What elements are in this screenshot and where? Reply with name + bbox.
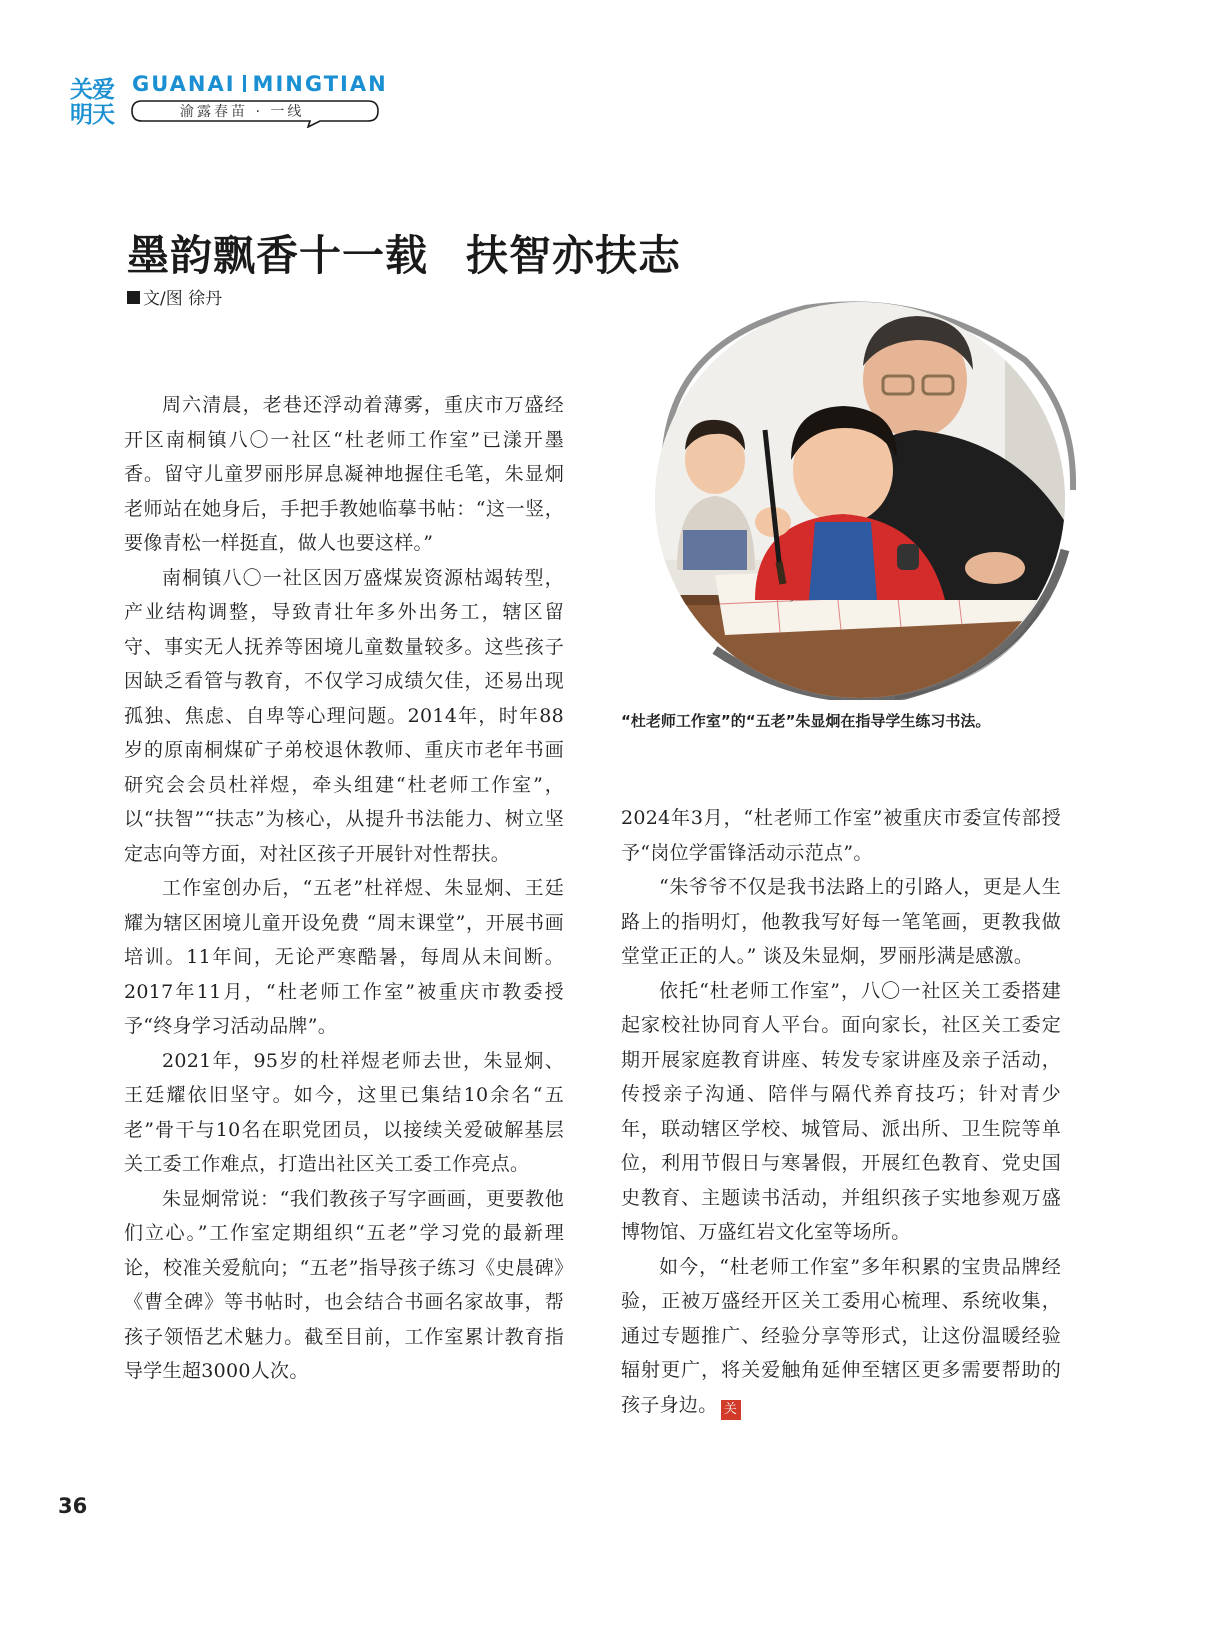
paragraph: 周六清晨，老巷还浮动着薄雾，重庆市万盛经开区南桐镇八〇一社区“杜老师工作室”已漾开墨香。留守儿童罗丽彤屏息凝神地握住毛笔，朱显炯老师站在她身后，手把手教她临摹书帖：“这一竖，要像青松一样挺直，做人也要这样。” — [124, 394, 564, 554]
title-part-1: 墨韵飘香十一载 — [127, 231, 429, 280]
photo-caption: “杜老师工作室”的“五老”朱显炯在指导学生练习书法。 — [621, 712, 991, 730]
column-tag-label: 渝露春苗 · 一线 — [180, 104, 305, 120]
square-bullet-icon — [127, 291, 140, 304]
paragraph-continuation: 2024年3月，“杜老师工作室”被重庆市委宣传部授予“岗位学雷锋活动示范点”。 — [621, 807, 1061, 864]
logo-separator — [243, 75, 246, 92]
column-tag — [130, 100, 390, 122]
article-title — [127, 223, 681, 283]
paragraph: 依托“杜老师工作室”，八〇一社区关工委搭建起家校社协同育人平台。面向家长，社区关工委定期开展家庭教育讲座、转发专家讲座及亲子活动，传授亲子沟通、陪伴与隔代养育技巧；针对青少年，联动辖区学校、城管局、派出所、卫生院等单位，利用节假日与寒暑假，开展红色教育、党史国史教育、主题读书活动，并组织孩子实地参观万盛博物馆、万盛红岩文化室等场所。 — [621, 979, 1061, 1243]
paragraph-text: 如今，“杜老师工作室”多年积累的宝贵品牌经验，正被万盛经开区关工委用心梳理、系统收集，通过专题推广、经验分享等形式，让这份温暖经验辐射更广，将关爱触角延伸至辖区更多需要帮助的孩子身边。 — [621, 1255, 1061, 1416]
paragraph: 工作室创办后，“五老”杜祥煜、朱显炯、王廷耀为辖区困境儿童开设免费 “周末课堂”，开展书画培训。11年间，无论严寒酷暑，每周从未间断。2017年11月，“杜老师工作室”被重庆市教委授予“终身学习活动品牌”。 — [124, 877, 564, 1037]
logo-en-left: GUANAI — [132, 72, 236, 96]
paragraph: 朱显炯常说：“我们教孩子写字画画，更要教他们立心。”工作室定期组织“五老”学习党的最新理论，校准关爱航向；“五老”指导孩子练习《史晨碑》《曹全碑》等书帖时，也会结合书画名家故事，帮孩子领悟艺术魅力。截至目前，工作室累计教育指导学生超3000人次。 — [124, 1187, 564, 1382]
paragraph — [621, 1250, 1061, 1423]
page-number: 36 — [58, 1494, 88, 1518]
calligraphy-lesson-photo — [605, 300, 1105, 700]
right-column — [621, 801, 1061, 1422]
magazine-logo-english — [132, 72, 388, 96]
byline — [127, 284, 222, 309]
logo-en-right: MINGTIAN — [252, 72, 388, 96]
paragraph: 南桐镇八〇一社区因万盛煤炭资源枯竭转型，产业结构调整，导致青壮年多外出务工，辖区留守、事实无人抚养等困境儿童数量较多。这些孩子因缺乏看管与教育，不仅学习成绩欠佳，还易出现孤独、焦虑、自卑等心理问题。2014年，时年88岁的原南桐煤矿子弟校退休教师、重庆市老年书画研究会会员杜祥煜，牵头组建“杜老师工作室”，以“扶智”“扶志”为核心，从提升书法能力、树立坚定志向等方面，对社区孩子开展针对性帮扶。 — [124, 566, 564, 865]
article-photo — [605, 300, 1105, 700]
magazine-logo-chinese: 关爱明天 — [70, 77, 114, 128]
byline-text: 文/图 徐丹 — [143, 289, 223, 309]
title-part-2: 扶智亦扶志 — [466, 231, 682, 280]
end-mark-icon: 关 — [721, 1400, 741, 1420]
paragraph: “朱爷爷不仅是我书法路上的引路人，更是人生路上的指明灯，他教我写好每一笔笔画，更教我做堂堂正正的人。” 谈及朱显炯，罗丽彤满是感激。 — [621, 876, 1061, 967]
left-column — [124, 388, 564, 1389]
paragraph: 2021年，95岁的杜祥煜老师去世，朱显炯、王廷耀依旧坚守。如今，这里已集结10余名“五老”骨干与10名在职党团员，以接续关爱破解基层关工委工作难点，打造出社区关工委工作亮点。 — [124, 1049, 564, 1175]
